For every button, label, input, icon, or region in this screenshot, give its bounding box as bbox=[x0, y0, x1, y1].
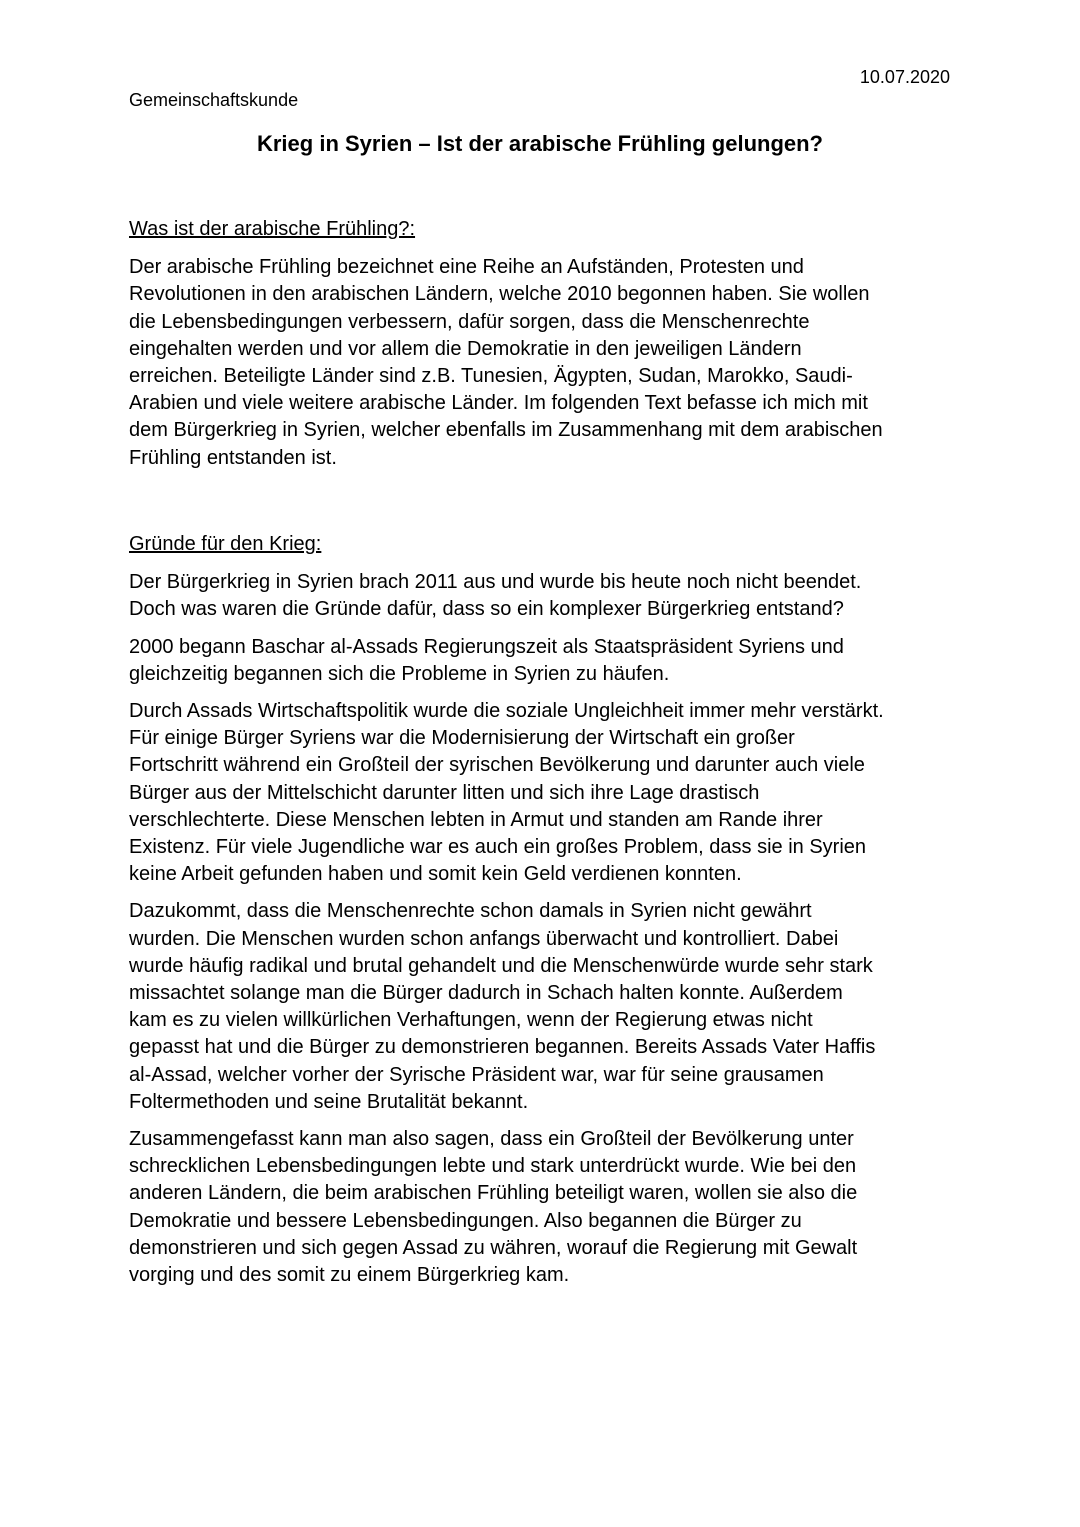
text-line: Für einige Bürger Syriens war die Modernisierung der Wirtschaft ein großer bbox=[129, 727, 795, 750]
text-line: missachtet solange man die Bürger dadurch in Schach halten konnte. Außerdem bbox=[129, 982, 843, 1005]
text-line: Demokratie und bessere Lebensbedingungen. Also begannen die Bürger zu bbox=[129, 1209, 802, 1232]
section-arab-spring bbox=[129, 216, 959, 482]
text-line: Doch was waren die Gründe dafür, dass so ein komplexer Bürgerkrieg entstand? bbox=[129, 598, 844, 621]
paragraph bbox=[129, 898, 959, 1116]
text-line: gepasst hat und die Bürger zu demonstrieren begannen. Bereits Assads Vater Haffis bbox=[129, 1036, 876, 1059]
text-line: kam es zu vielen willkürlichen Verhaftungen, wenn der Regierung etwas nicht bbox=[129, 1009, 813, 1032]
text-line: keine Arbeit gefunden haben und somit kein Geld verdienen konnten. bbox=[129, 863, 742, 886]
document-date: 10.07.2020 bbox=[859, 67, 950, 87]
text-line: Fortschritt während ein Großteil der syrischen Bevölkerung und darunter auch viele bbox=[129, 754, 865, 777]
text-line: Bürger aus der Mittelschicht darunter litten und sich ihre Lage drastisch bbox=[129, 781, 760, 804]
text-line: gleichzeitig begannen sich die Probleme in Syrien zu häufen. bbox=[129, 662, 670, 685]
paragraph bbox=[129, 1126, 959, 1289]
paragraph bbox=[129, 698, 959, 888]
text-line: Zusammengefasst kann man also sagen, dass ein Großteil der Bevölkerung unter bbox=[129, 1128, 854, 1151]
text-line: vorging und des somit zu einem Bürgerkrieg kam. bbox=[129, 1264, 570, 1287]
text-line: demonstrieren und sich gegen Assad zu währen, worauf die Regierung mit Gewalt bbox=[129, 1236, 858, 1259]
text-line: Der arabische Frühling bezeichnet eine Reihe an Aufständen, Protesten und bbox=[129, 256, 804, 279]
text-line: die Lebensbedingungen verbessern, dafür sorgen, dass die Menschenrechte bbox=[129, 310, 810, 333]
text-line: Arabien und viele weitere arabische Länder. Im folgenden Text befasse ich mich mit bbox=[129, 392, 868, 415]
text-line: 2000 begann Baschar al-Assads Regierungszeit als Staatspräsident Syriens und bbox=[129, 635, 844, 658]
text-line: al-Assad, welcher vorher der Syrische Präsident war, war für seine grausamen bbox=[129, 1063, 824, 1086]
section-heading: Gründe für den Krieg: bbox=[129, 533, 322, 555]
document-title: Krieg in Syrien – Ist der arabische Frühling gelungen? bbox=[256, 131, 823, 156]
text-line: erreichen. Beteiligte Länder sind z.B. Tunesien, Ägypten, Sudan, Marokko, Saudi- bbox=[129, 365, 853, 388]
text-line: Foltermethoden und seine Brutalität bekannt. bbox=[129, 1090, 529, 1113]
text-line: Durch Assads Wirtschaftspolitik wurde die soziale Ungleichheit immer mehr verstärkt. bbox=[129, 700, 884, 723]
section-war-reasons bbox=[129, 531, 959, 1299]
paragraph bbox=[129, 569, 959, 623]
text-line: eingehalten werden und vor allem die Demokratie in den jeweiligen Ländern bbox=[129, 337, 802, 360]
text-line: schrecklichen Lebensbedingungen lebte und stark unterdrückt wurde. Wie bei den bbox=[129, 1155, 857, 1178]
text-line: wurde häufig radikal und brutal gehandelt und die Menschenwürde wurde sehr stark bbox=[129, 954, 873, 977]
text-line: verschlechterte. Diese Menschen lebten in Armut und standen am Rande ihrer bbox=[129, 808, 823, 831]
text-line: Dazukommt, dass die Menschenrechte schon damals in Syrien nicht gewährt bbox=[129, 900, 812, 923]
section-heading: Was ist der arabische Frühling?: bbox=[129, 218, 416, 240]
subject-label: Gemeinschaftskunde bbox=[129, 90, 299, 110]
paragraph bbox=[129, 634, 959, 688]
text-line: Frühling entstanden ist. bbox=[129, 446, 337, 469]
text-line: dem Bürgerkrieg in Syrien, welcher ebenfalls im Zusammenhang mit dem arabischen bbox=[129, 419, 883, 442]
text-line: Existenz. Für viele Jugendliche war es auch ein großes Problem, dass sie in Syrien bbox=[129, 836, 867, 859]
text-line: Der Bürgerkrieg in Syrien brach 2011 aus und wurde bis heute noch nicht beendet. bbox=[129, 571, 862, 594]
text-line: anderen Ländern, die beim arabischen Frühling beteiligt waren, wollen sie also die bbox=[129, 1182, 858, 1205]
text-line: wurden. Die Menschen wurden schon anfangs überwacht und kontrolliert. Dabei bbox=[129, 927, 839, 950]
text-line: Revolutionen in den arabischen Ländern, welche 2010 begonnen haben. Sie wollen bbox=[129, 283, 870, 306]
paragraph bbox=[129, 254, 959, 472]
